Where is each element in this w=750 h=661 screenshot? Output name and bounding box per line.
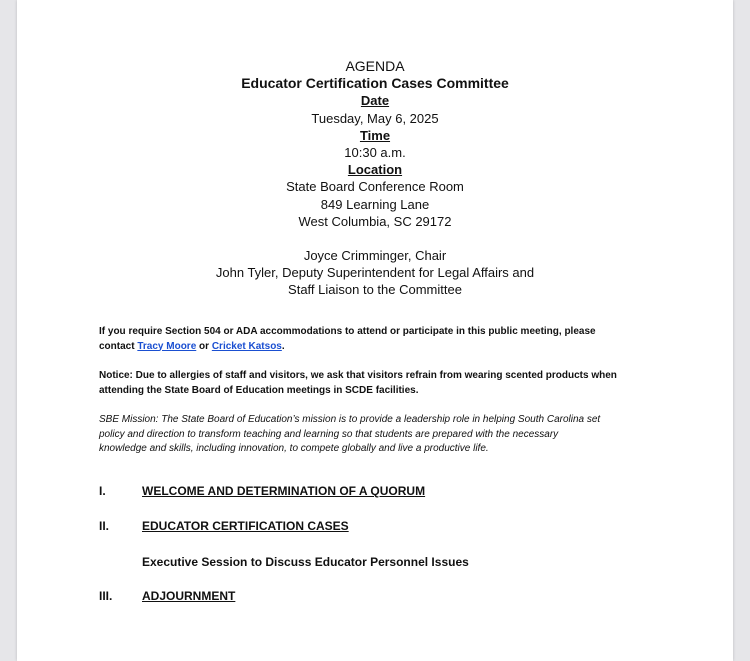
agenda-item-number: II.	[99, 519, 110, 533]
ada-contact-suffix: .	[281, 340, 285, 352]
ada-contact-prefix: contact	[99, 340, 138, 352]
agenda-item-certification-cases	[99, 519, 349, 533]
contact-link-cricket-katsos[interactable]: Cricket Katsos	[211, 340, 282, 352]
meeting-date: Tuesday, May 6, 2025	[311, 110, 439, 126]
scent-allergy-notice	[99, 369, 659, 398]
mission-line1: SBE Mission: The State Board of Education’s mission is to provide a leadership role in helping South Carolina set	[99, 414, 601, 425]
mission-line2: policy and direction to transform teaching and learning so that students are prepared with the necessary	[99, 428, 559, 440]
mission-line3: knowledge and skills, including innovation, to compete globally and live a productive life.	[99, 443, 489, 454]
ada-contact-conjunction: or	[196, 340, 212, 352]
time-label: Time	[359, 127, 391, 143]
staff-liaison-line2: Staff Liaison to the Committee	[288, 282, 462, 298]
ada-accommodations-notice	[99, 325, 659, 354]
scent-notice-line1: Notice: Due to allergies of staff and visitors, we ask that visitors refrain from wearing scented products when	[99, 370, 617, 381]
document-page	[17, 0, 733, 661]
meeting-time: 10:30 a.m.	[344, 144, 406, 160]
ada-notice-line1: If you require Section 504 or ADA accommodations to attend or participate in this public meeting, please	[99, 326, 596, 337]
committee-chair: Joyce Crimminger, Chair	[303, 248, 447, 264]
agenda-item-title: WELCOME AND DETERMINATION OF A QUORUM	[142, 484, 426, 498]
agenda-item-number: I.	[99, 484, 106, 498]
location-room: State Board Conference Room	[286, 179, 464, 195]
staff-liaison-line1: John Tyler, Deputy Superintendent for Legal Affairs and	[215, 265, 535, 281]
scent-notice-line2: attending the State Board of Education meetings in SCDE facilities.	[99, 384, 419, 396]
ada-notice-line2	[99, 340, 659, 355]
sbe-mission-statement	[99, 413, 659, 457]
contact-link-tracy-moore[interactable]: Tracy Moore	[137, 340, 197, 352]
agenda-item-title: ADJOURNMENT	[142, 589, 236, 603]
agenda-subitem-executive-session: Executive Session to Discuss Educator Personnel Issues	[142, 555, 469, 569]
location-label: Location	[347, 162, 403, 178]
header-spacer	[17, 230, 733, 247]
agenda-item-adjournment	[99, 589, 235, 603]
location-city: West Columbia, SC 29172	[298, 213, 452, 229]
agenda-heading: AGENDA	[345, 58, 405, 74]
committee-title: Educator Certification Cases Committee	[241, 75, 509, 92]
agenda-item-welcome	[99, 484, 425, 498]
agenda-item-number: III.	[99, 589, 113, 603]
date-label: Date	[360, 93, 390, 109]
agenda-item-title: EDUCATOR CERTIFICATION CASES	[142, 519, 349, 533]
location-street: 849 Learning Lane	[320, 196, 430, 212]
agenda-header	[17, 58, 733, 299]
